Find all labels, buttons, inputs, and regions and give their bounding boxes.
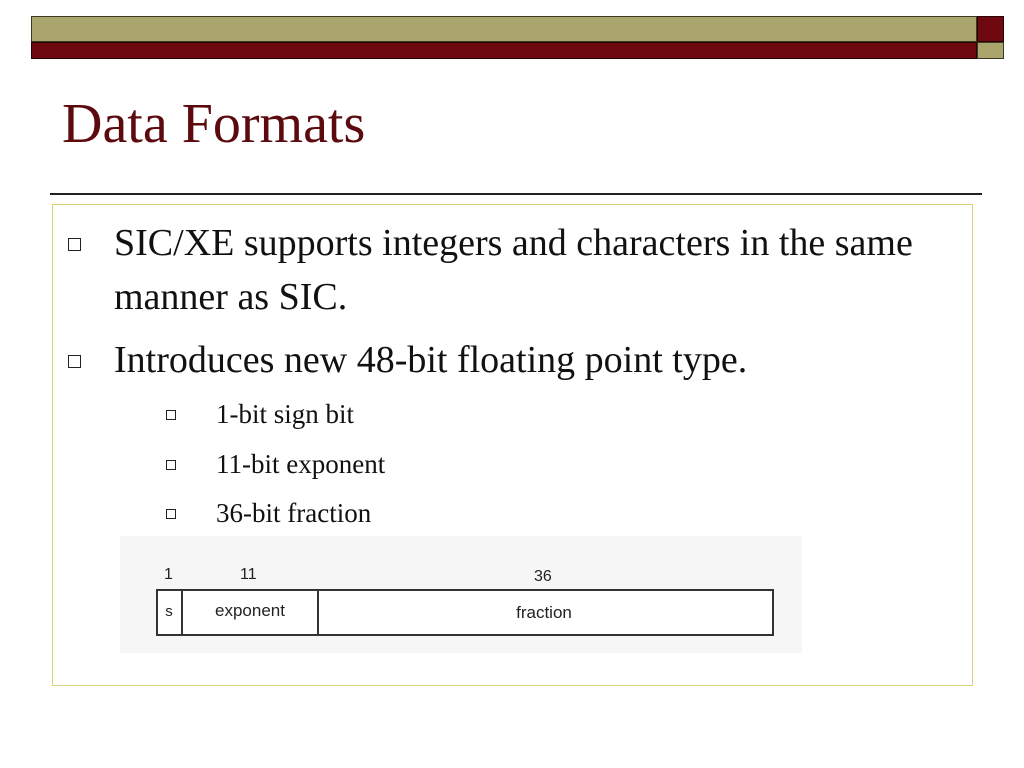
- fraction-width-label: 36: [534, 568, 552, 585]
- hollow-square-bullet-icon: [68, 355, 81, 368]
- header-maroon-square: [977, 16, 1004, 42]
- sign-field-label: s: [165, 603, 173, 620]
- exponent-field-label: exponent: [215, 601, 285, 620]
- bullet-text: Introduces new 48-bit floating point type.: [114, 339, 748, 381]
- sub-bullet-text: 11-bit exponent: [216, 449, 386, 479]
- sub-bullet-item: [166, 497, 371, 529]
- hollow-square-bullet-icon: [166, 460, 176, 470]
- bullet-item: [68, 333, 928, 387]
- slide-title: Data Formats: [62, 93, 366, 155]
- exponent-width-label: 11: [240, 566, 257, 583]
- float-format-diagram: [120, 536, 802, 653]
- header-olive-square: [977, 42, 1004, 59]
- hollow-square-bullet-icon: [68, 238, 81, 251]
- hollow-square-bullet-icon: [166, 410, 176, 420]
- title-divider: [50, 193, 982, 195]
- hollow-square-bullet-icon: [166, 509, 176, 519]
- float-format-svg: [120, 536, 802, 653]
- sub-bullet-text: 1-bit sign bit: [216, 399, 355, 429]
- bullet-item: [68, 216, 928, 324]
- sub-bullet-text: 36-bit fraction: [216, 498, 372, 528]
- header-olive-bar: [31, 16, 977, 42]
- sub-bullet-item: [166, 398, 354, 430]
- sign-width-label: 1: [164, 566, 173, 583]
- header-maroon-bar: [31, 42, 977, 59]
- bullet-text: SIC/XE supports integers and characters in the same manner as SIC.: [114, 222, 913, 318]
- sub-bullet-item: [166, 448, 385, 480]
- fraction-field-label: fraction: [516, 603, 572, 622]
